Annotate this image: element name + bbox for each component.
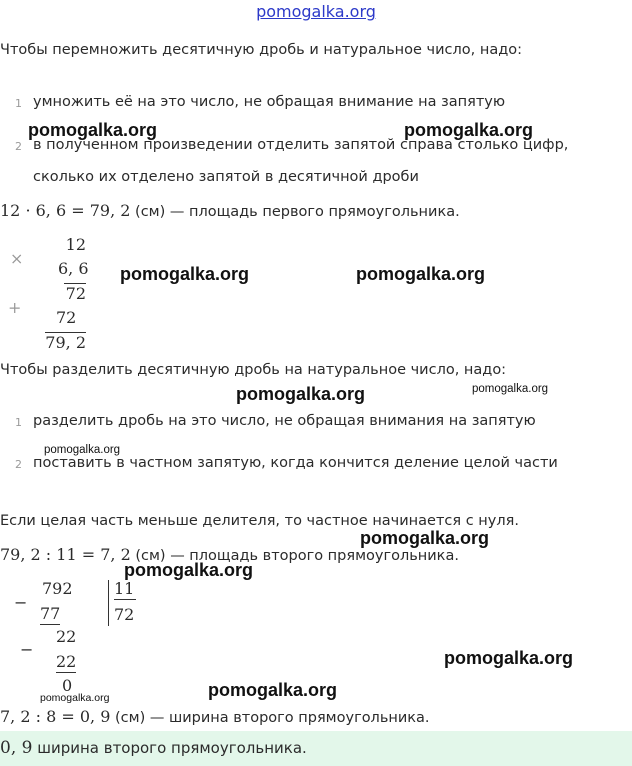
step-number: 2 (15, 140, 22, 153)
watermark: pomogalka.org (360, 528, 490, 548)
calc1-line (0, 201, 460, 220)
partial-product-2: 72 (56, 308, 77, 327)
answer-line (0, 738, 307, 758)
calc2-text: (см) — площадь второго прямоугольника. (130, 548, 459, 564)
dividend: 792 (42, 579, 73, 598)
rule-divide-step-2: поставить в частном запятую, когда кончится деление целой части (33, 455, 558, 471)
watermark: pomogalka.org (356, 264, 486, 284)
product-result: 79, 2 (45, 333, 86, 352)
watermark: pomogalka.org (444, 648, 574, 668)
multiplier: 6, 6 (58, 259, 89, 278)
calc3-text: (см) — ширина второго прямоугольника. (110, 710, 430, 726)
calc1-formula: 12 · 6, 6 = 79, 2 (0, 201, 131, 220)
note-text: Если целая часть меньше делителя, то частное начинается с нуля. (0, 513, 519, 529)
step-number: 1 (15, 416, 22, 429)
watermark: pomogalka.org (208, 680, 338, 700)
watermark: pomogalka.org (236, 384, 366, 404)
rule-multiply-step-2-line-2: сколько их отделено запятой в десятичной дроби (33, 169, 419, 185)
site-title-link[interactable]: pomogalka.org (256, 2, 376, 21)
subtrahend-2: 22 (56, 652, 77, 671)
calc2-formula: 79, 2 : 11 = 7, 2 (0, 545, 131, 564)
rule-multiply-step-1: умножить её на это число, не обращая внимание на запятую (33, 94, 506, 110)
remainder-final: 0 (62, 676, 73, 695)
rule-divide-intro: Чтобы разделить десятичную дробь на натуральное число, надо: (0, 362, 507, 378)
watermark: pomogalka.org (40, 692, 110, 704)
subtrahend-1: 77 (40, 604, 61, 623)
partial-product-1: 72 (65, 284, 86, 303)
multiplicand: 12 (65, 235, 86, 254)
answer-value: 0, 9 (0, 738, 33, 758)
divisor: 11 (114, 579, 135, 598)
watermark: pomogalka.org (120, 264, 250, 284)
remainder-1: 22 (56, 627, 77, 646)
minus-sign: − (14, 593, 28, 612)
quotient: 72 (114, 605, 135, 624)
watermark: pomogalka.org (472, 383, 549, 395)
plus-sign: + (8, 298, 22, 317)
division-vertical-line (108, 580, 109, 626)
calc3-formula: 7, 2 : 8 = 0, 9 (0, 707, 111, 726)
watermark: pomogalka.org (124, 560, 254, 580)
calc1-text: (см) — площадь первого прямоугольника. (130, 204, 460, 220)
calc3-line (0, 707, 430, 726)
multiply-sign: × (10, 249, 24, 268)
step-number: 1 (15, 97, 22, 110)
answer-box (0, 731, 632, 766)
rule-multiply-intro: Чтобы перемножить десятичную дробь и натуральное число, надо: (0, 42, 522, 58)
watermark: pomogalka.org (404, 120, 534, 140)
minus-sign: − (20, 640, 34, 659)
step-number: 2 (15, 458, 22, 471)
watermark: pomogalka.org (44, 444, 121, 456)
watermark: pomogalka.org (28, 120, 158, 140)
rule-multiply-step-2-line-1: в полученном произведении отделить запятой справа столько цифр, (33, 137, 569, 153)
answer-text: ширина второго прямоугольника. (32, 739, 307, 757)
rule-divide-step-1: разделить дробь на это число, не обращая внимания на запятую (33, 413, 536, 429)
